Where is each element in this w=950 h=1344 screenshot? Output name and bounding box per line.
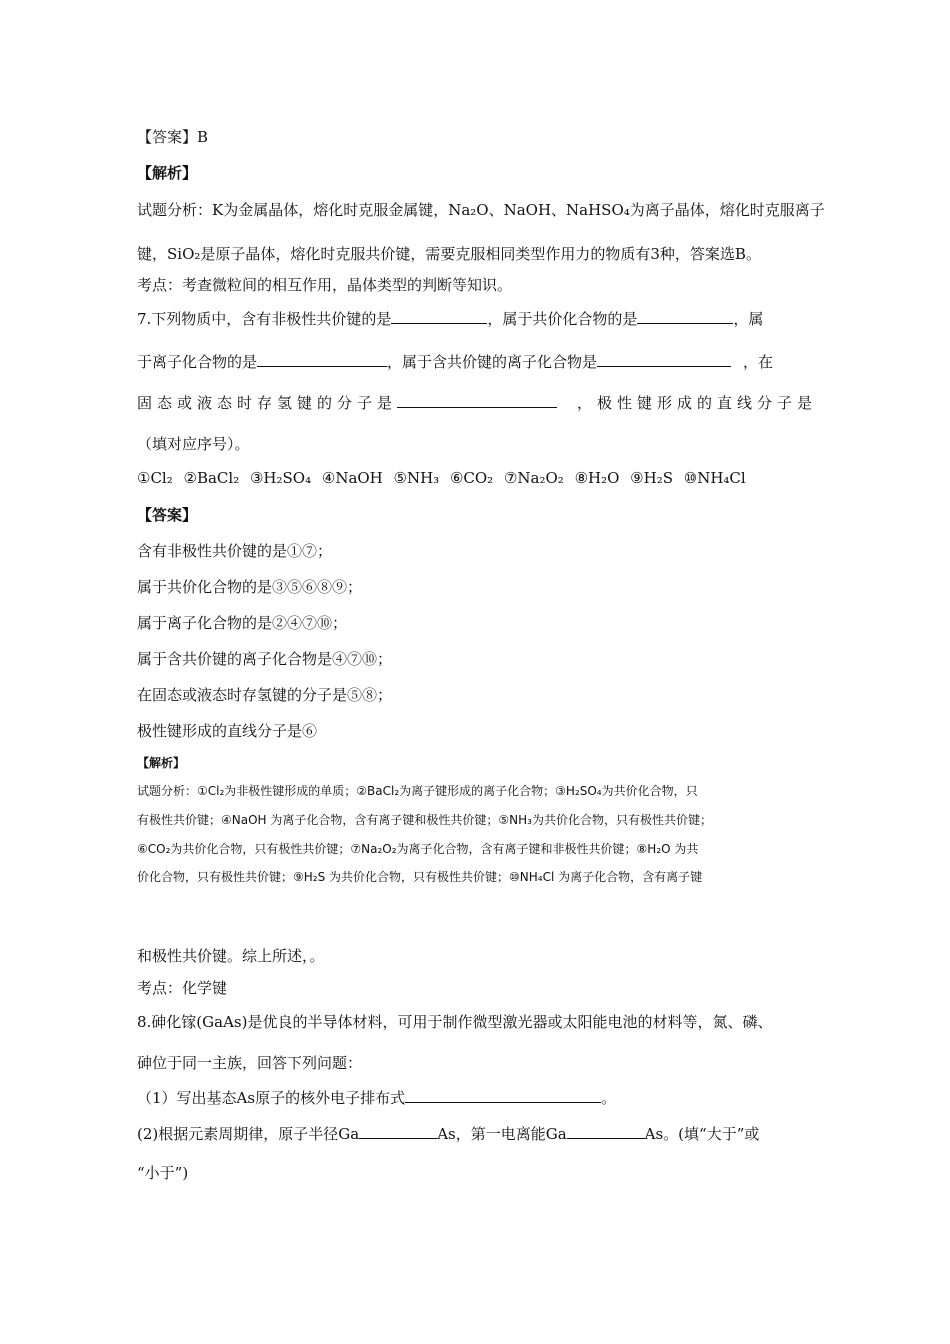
q7-answer-line: 含有非极性共价键的是①⑦； (137, 542, 333, 560)
q6-analysis-line2: 键，SiO₂是原子晶体，熔化时克服共价键，需要克服相同类型作用力的物质有3种，答案选B。 (137, 245, 761, 263)
q7-blank-ionic[interactable] (257, 352, 387, 367)
q7-stem-line4: （填对应序号）。 (137, 435, 250, 453)
q8-sub2-a: (2)根据元素周期律，原子半径Ga (137, 1125, 360, 1143)
q7-answer-line: 极性键形成的直线分子是⑥ (137, 722, 318, 740)
q7-answer-label: 【答案】 (137, 506, 198, 524)
q7-answer-line: 属于离子化合物的是②④⑦⑩； (137, 614, 348, 632)
q7-stem-line3-b: ，极性键形成的直线分子是 (577, 394, 818, 412)
q8-sub2 (137, 1124, 759, 1144)
q7-stem-line2-b: ，属于含共价键的离子化合物是 (387, 353, 598, 371)
q6-analysis-label: 【解析】 (137, 164, 198, 182)
q7-stem-line1-b: ，属于共价化合物的是 (487, 310, 638, 328)
q7-stem-line1-c: ，属 (733, 310, 764, 328)
q7-blank-nonpolar[interactable] (391, 309, 487, 324)
q7-answer-line: 属于含共价键的离子化合物是④⑦⑩； (137, 650, 393, 668)
q6-answer: 【答案】B (137, 128, 209, 146)
q8-blank-ionization[interactable] (567, 1124, 645, 1139)
q8-sub2-b: As，第一电离能Ga (437, 1125, 567, 1143)
q7-stem-line2-a: 于离子化合物的是 (137, 353, 258, 371)
q7-answer-line: 在固态或液态时存氢键的分子是⑤⑧； (137, 686, 393, 704)
q8-sub1 (137, 1088, 616, 1108)
q8-sub2-line2: “小于”) (137, 1164, 189, 1182)
q8-stem-line1: 8.砷化镓(GaAs)是优良的半导体材料，可用于制作微型激光器或太阳能电池的材料等，氮、磷、 (137, 1013, 773, 1031)
q7-stem-line2-c: ，在 (743, 353, 774, 371)
q7-stem-line3-a: 固态或液态时存氢键的分子是 (137, 394, 398, 412)
q7-answer-line: 属于共价化合物的是③⑤⑥⑧⑨； (137, 578, 363, 596)
q7-analysis-small-line: ⑥CO₂为共价化合物，只有极性共价键；⑦Na₂O₂为离子化合物，含有离子键和非极性共价键；⑧H₂O 为共 (137, 842, 699, 856)
q7-stem-line1 (137, 309, 763, 329)
q7-analysis-small-line: 有极性共价键；④NaOH 为离子化合物，含有离子键和极性共价键；⑤NH₃为共价化合物，只有极性共价键； (137, 813, 712, 827)
q8-stem-line2: 砷位于同一主族，回答下列问题： (137, 1054, 363, 1072)
q7-blank-covalent[interactable] (637, 309, 733, 324)
q8-sub1-a: （1）写出基态As原子的核外电子排布式 (137, 1089, 406, 1107)
q7-options: ①Cl₂ ②BaCl₂ ③H₂SO₄ ④NaOH ⑤NH₃ ⑥CO₂ ⑦Na₂O₂ ⑧H₂O ⑨H₂S ⑩NH₄Cl (137, 469, 746, 487)
q7-analysis-small-line: 价化合物，只有极性共价键；⑨H₂S 为共价化合物，只有极性共价键；⑩NH₄Cl 为离子化合物，含有离子键 (137, 870, 703, 884)
q7-stem-line1-a: 7.下列物质中，含有非极性共价键的是 (137, 310, 392, 328)
q7-stem-line2 (137, 352, 773, 372)
q8-blank-electron-config[interactable] (405, 1088, 601, 1103)
q6-kaodian: 考点：考查微粒间的相互作用，晶体类型的判断等知识。 (137, 276, 513, 294)
q7-analysis-label: 【解析】 (137, 756, 186, 770)
q7-kaodian: 考点：化学键 (137, 979, 228, 997)
q7-blank-ionic-covalent[interactable] (597, 352, 731, 367)
q7-analysis-end: 和极性共价键。综上所述，。 (137, 947, 325, 965)
q7-analysis-small-line: 试题分析：①Cl₂为非极性键形成的单质；②BaCl₂为离子键形成的离子化合物；③H₂SO₄为共价化合物，只 (137, 784, 698, 798)
q8-sub2-c: As。(填“大于”或 (644, 1125, 760, 1143)
q6-analysis-line1: 试题分析：K为金属晶体，熔化时克服金属键，Na₂O、NaOH、NaHSO₄为离子晶体，熔化时克服离子 (137, 201, 825, 219)
q7-stem-line3 (137, 393, 817, 413)
q8-blank-radius[interactable] (359, 1124, 437, 1139)
q8-sub1-b: 。 (601, 1089, 617, 1107)
q7-blank-hbond[interactable] (397, 393, 557, 408)
